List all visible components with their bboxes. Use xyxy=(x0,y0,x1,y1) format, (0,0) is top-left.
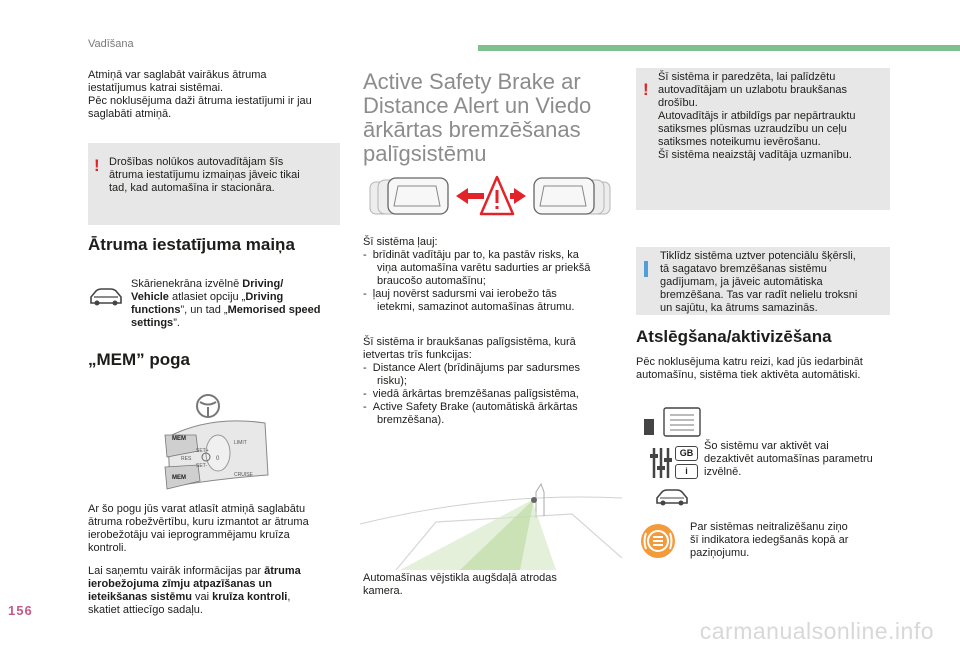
warning-icon: ! xyxy=(94,156,100,175)
stalk-mem-top-label: MEM xyxy=(172,436,186,442)
allows-item: - ļauj novērst sadursmi vai ierobežo tās ietekmi, samazinot automašīnas ātrumu. xyxy=(363,288,575,313)
activation-text: Pēc noklusējuma katru reizi, kad jūs iedarbināt automašīnu, sistēma tiek aktivēta automātiski. xyxy=(636,356,863,381)
warning-box xyxy=(88,143,340,225)
allows-title: Šī sistēma ļauj: xyxy=(363,236,438,248)
alert-indicator-icon xyxy=(640,523,676,559)
language-gb-icon: GB xyxy=(675,446,698,461)
activation-heading: Atslēgšana/aktivizēšana xyxy=(636,327,832,346)
collision-alert-illustration xyxy=(366,172,614,222)
camera-caption: Automašīnas vējstikla augšdaļā atrodas kamera. xyxy=(363,572,557,597)
safety-warning-box xyxy=(636,68,890,210)
more-info-text xyxy=(88,565,346,617)
deactivate-text: Šo sistēmu var aktivēt vai dezaktivēt automašīnas parametru izvēlnē. xyxy=(704,440,873,478)
settings-sliders-icon xyxy=(650,446,672,480)
mem-button-heading: „MEM” poga xyxy=(88,350,190,369)
info-i-icon: i xyxy=(675,464,698,479)
sign-recognition-ref: ātruma ierobežojuma zīmju atpazīšanas un ieteikšanas sistēmu xyxy=(88,565,301,603)
page-number: 156 xyxy=(8,603,33,618)
option-memorised-speed: Memorised speed settings xyxy=(131,304,321,329)
function-item: - Distance Alert (brīdinājums par sadursmes risku); xyxy=(363,362,581,387)
stalk-res-label: RES xyxy=(181,456,192,462)
touchscreen-car-icon xyxy=(88,283,124,313)
speed-text-1: Skārienekrāna izvēlnē xyxy=(131,278,243,290)
header-accent-bar xyxy=(478,45,960,51)
mem-description: Ar šo pogu jūs varat atlasīt atmiņā saglabātu ātruma robežvērtību, kuru izmantot ar ātruma ierobežotāju vai ieprogrammējamu kruīza kontroli. xyxy=(88,503,309,554)
safety-warning-text: Šī sistēma ir paredzēta, lai palīdzētu autovadītājam un uzlabotu braukšanas drošību. Autovadītājs ir atbildīgs par nepārtrauktu satiksmes plūsmas uzraudzību un ceļu satiksmes noteikumu ievērošanu. Šī sistēma neaizstāj vadītāja uzmanību. xyxy=(658,71,856,161)
stalk-set-plus-label: SET+ xyxy=(196,448,209,454)
vehicle-settings-icon xyxy=(655,486,689,510)
windscreen-camera-illustration xyxy=(360,478,622,570)
warning-text: Drošības nolūkos autovadītājam šīs ātruma iestatījumu izmaiņas jāveic tikai tad, kad automašīna ir stacionāra. xyxy=(109,156,300,194)
section-label: Vadīšana xyxy=(88,38,134,50)
speed-text-4: ”. xyxy=(173,317,180,329)
neutralize-text: Par sistēmas neitralizēšanu ziņo šī indikatora iedegšanās kopā ar paziņojumu. xyxy=(690,521,849,559)
speed-text-2: atlasiet opciju „ xyxy=(168,291,246,303)
warning-icon: ! xyxy=(643,80,649,99)
info-icon xyxy=(644,261,648,277)
menu-driving-vehicle: Driving/ Vehicle xyxy=(131,278,284,303)
function-item: - Active Safety Brake (automātiskā ārkārtas bremzēšana). xyxy=(363,401,578,426)
allows-item: - brīdināt vadītāju par to, ka pastāv risks, ka viņa automašīna varētu sadurties ar priekšā braucošo automašīnu; xyxy=(363,249,591,287)
watermark: carmanualsonline.info xyxy=(699,618,934,644)
more-text-2: vai xyxy=(191,591,213,603)
functions-title: Šī sistēma ir braukšanas palīgsistēma, kurā ietvertas trīs funkcijas: xyxy=(363,336,576,361)
option-driving-functions: Driving functions xyxy=(131,291,284,316)
info-text: Tiklīdz sistēma uztver potenciālu šķērsli, tā sagatavo bremzēšanas sistēmu gadījumam, ja jāveic automātiska bremzēšana. Tas var radīt nelielu troksni un sajūtu, ka ātrums samazinās. xyxy=(660,250,858,314)
stalk-limit-label: LIMIT xyxy=(234,440,247,446)
info-box xyxy=(636,247,890,315)
intro-text: Atmiņā var saglabāt vairākus ātruma iestatījumus katrai sistēmai. Pēc noklusējuma daži ātruma iestatījumi ir jau saglabāti atmiņā. xyxy=(88,69,312,120)
more-text-1: Lai saņemtu vairāk informācijas par xyxy=(88,565,265,577)
speed-setting-instructions xyxy=(131,278,346,330)
more-text-3: , skatiet attiecīgo sadaļu. xyxy=(88,591,291,616)
cruise-control-ref: kruīza kontroli xyxy=(212,591,288,603)
system-title: Active Safety Brake ar Distance Alert un Viedo ārkārtas bremzēšanas palīgsistēmu xyxy=(363,69,592,166)
stalk-zero-label: 0 xyxy=(216,456,220,462)
touchscreen-menu-icon xyxy=(644,407,702,437)
stalk-cruise-label: CRUISE xyxy=(234,472,253,478)
functions-list xyxy=(363,362,623,427)
speed-text-3: ”, un tad „ xyxy=(180,304,228,316)
stalk-set-minus-label: SET- xyxy=(196,463,208,469)
function-item: - viedā ārkārtas bremzēšanas palīgsistēma, xyxy=(363,388,579,400)
stalk-mem-bottom-label: MEM xyxy=(172,475,186,481)
allows-list xyxy=(363,249,623,314)
speed-setting-heading: Ātruma iestatījuma maiņa xyxy=(88,235,295,254)
